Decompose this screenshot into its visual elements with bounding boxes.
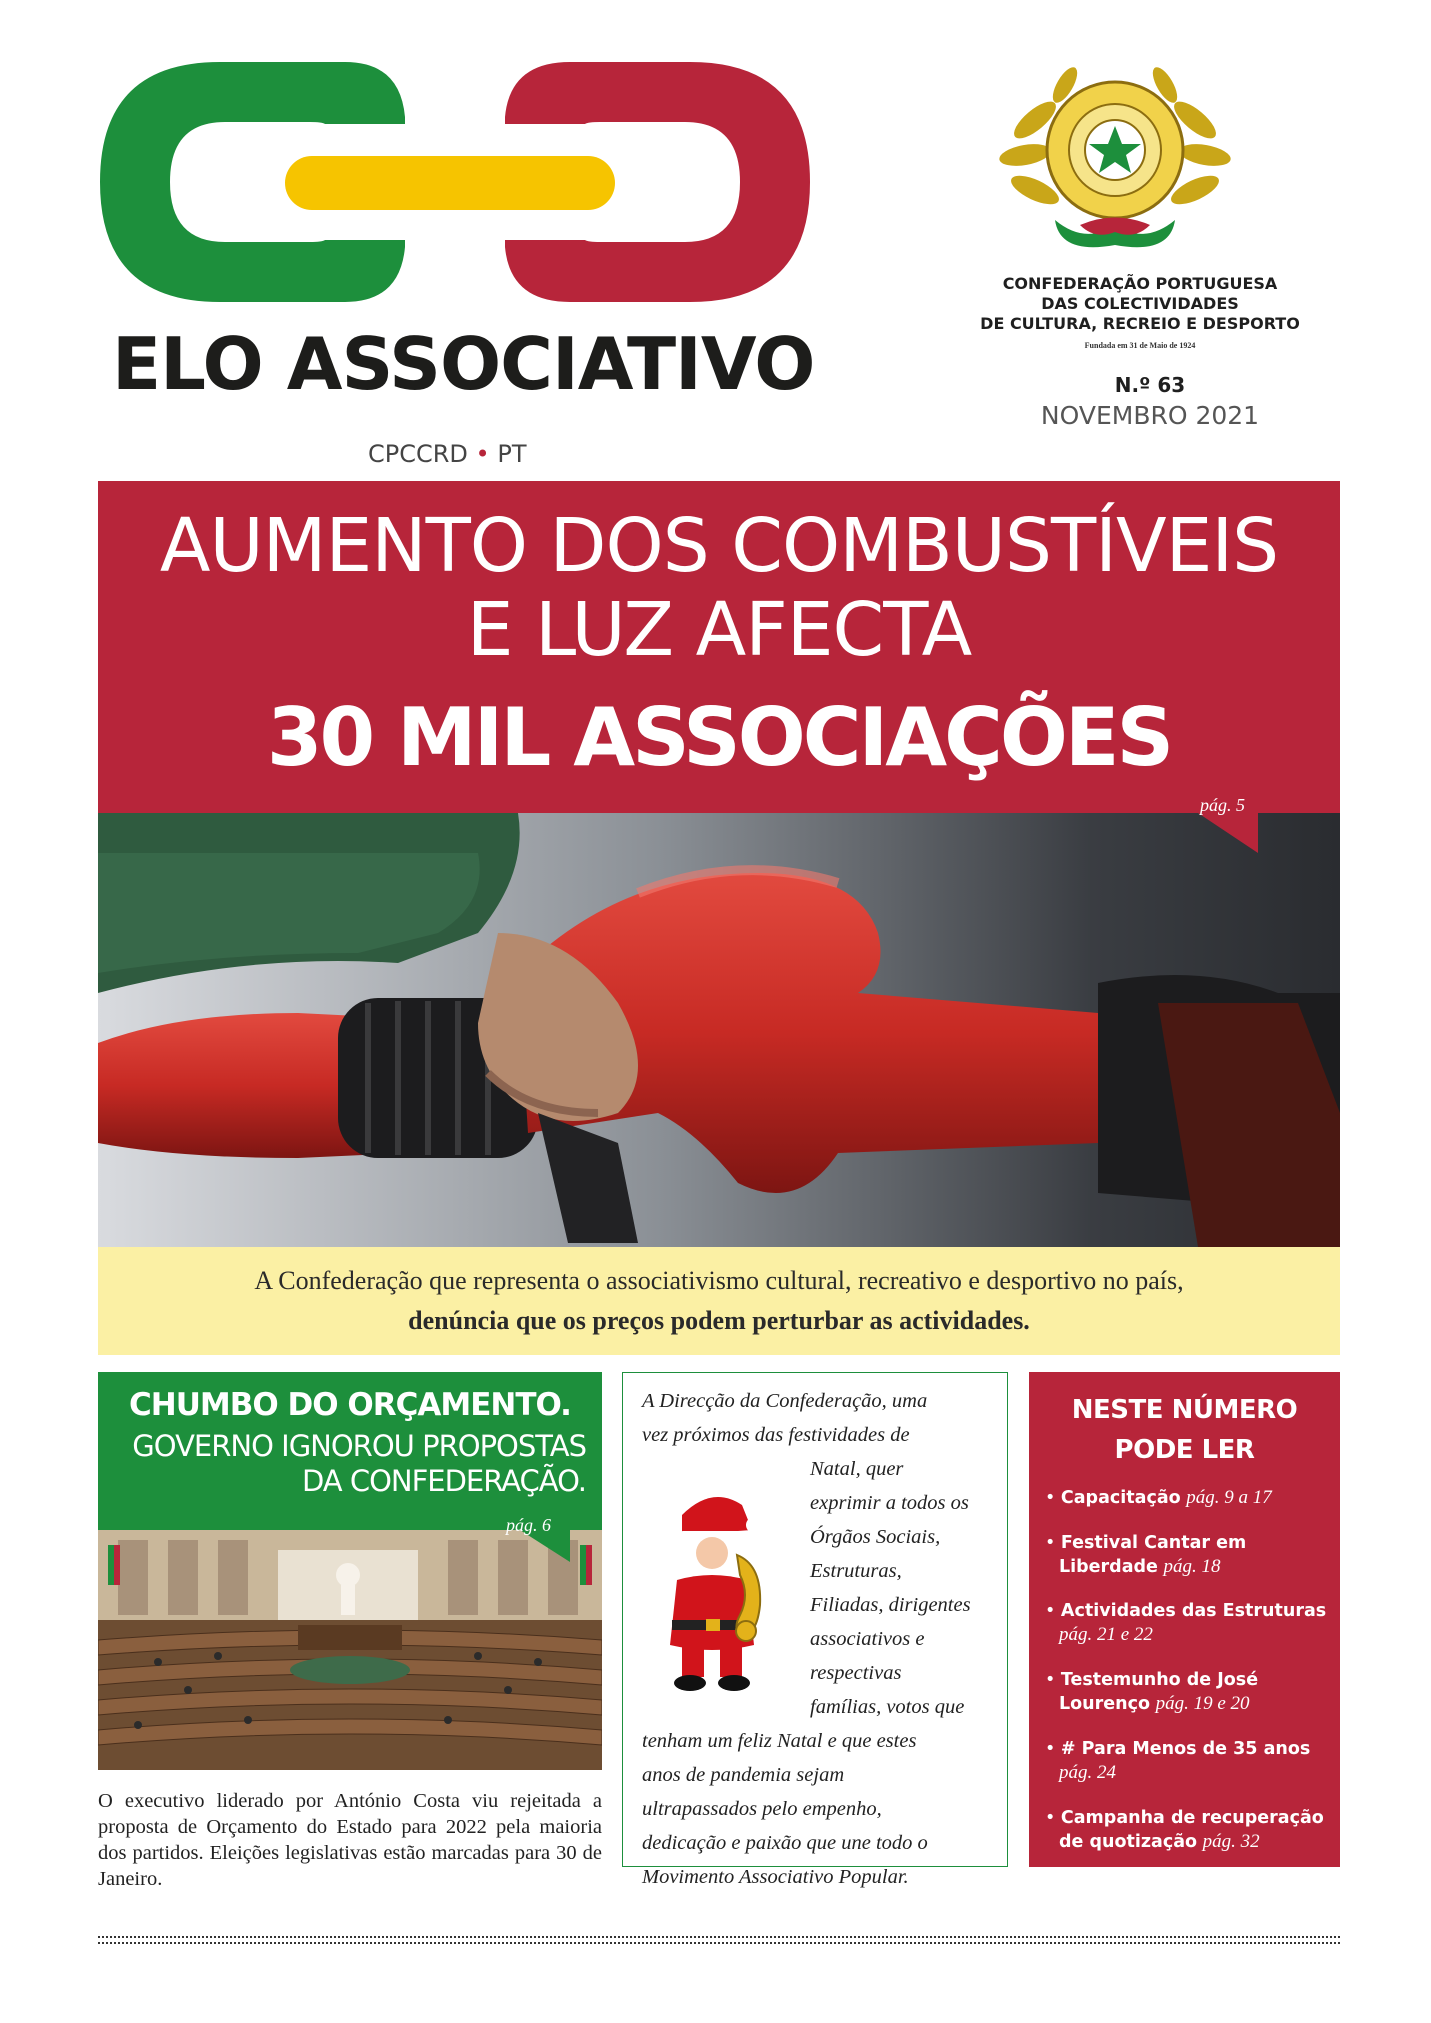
contents-item[interactable] bbox=[1045, 1738, 1335, 1785]
footer-dotted-divider bbox=[98, 1936, 1340, 1944]
santa-saxophone-icon bbox=[642, 1485, 782, 1695]
headline-page-ref[interactable]: pág. 5 bbox=[1200, 795, 1245, 815]
contents-item[interactable] bbox=[1045, 1600, 1335, 1647]
christmas-line: tenham um feliz Natal e que estes bbox=[642, 1730, 917, 1752]
contents-item-page: pág. 9 a 17 bbox=[1186, 1487, 1272, 1508]
contents-item-page: pág. 21 e 22 bbox=[1059, 1624, 1153, 1645]
contents-item-name-cont: Lourenço bbox=[1059, 1694, 1150, 1714]
christmas-line: famílias, votos que bbox=[810, 1696, 965, 1718]
christmas-line: dedicação e paixão que une todo o bbox=[642, 1832, 928, 1854]
contents-item-name: Testemunho de José bbox=[1060, 1670, 1259, 1690]
contents-item-page: pág. 32 bbox=[1202, 1831, 1260, 1852]
elo-logo bbox=[100, 62, 810, 302]
contents-item-name-cont: de quotização bbox=[1059, 1832, 1198, 1852]
christmas-line: Órgãos Sociais, bbox=[810, 1526, 941, 1548]
budget-subtitle-2: DA CONFEDERAÇÃO. bbox=[301, 1464, 586, 1498]
yellow-link-icon bbox=[285, 156, 615, 210]
contents-item-name: # Para Menos de 35 anos bbox=[1060, 1739, 1311, 1759]
publication-subtitle bbox=[368, 440, 526, 468]
contents-bullet: • bbox=[1045, 1488, 1056, 1508]
headline-line-1: AUMENTO DOS COMBUSTÍVEIS bbox=[159, 503, 1279, 589]
confederation-line-2: DAS COLECTIVIDADES bbox=[1041, 294, 1239, 313]
contents-item-name: Campanha de recuperação bbox=[1060, 1808, 1324, 1828]
christmas-line: A Direcção da Confederação, uma bbox=[642, 1390, 928, 1412]
christmas-line: Filiadas, dirigentes bbox=[810, 1594, 971, 1616]
confederation-line-1: CONFEDERAÇÃO PORTUGUESA bbox=[1002, 274, 1278, 293]
christmas-line: vez próximos das festividades de bbox=[642, 1424, 910, 1446]
contents-title-line-2: PODE LER bbox=[1114, 1435, 1255, 1465]
christmas-line: exprimir a todos os bbox=[810, 1492, 969, 1514]
contents-bullet: • bbox=[1045, 1601, 1056, 1621]
budget-title: CHUMBO DO ORÇAMENTO. bbox=[129, 1387, 571, 1423]
contents-item[interactable] bbox=[1045, 1486, 1335, 1510]
contents-item-name-cont: Liberdade bbox=[1059, 1557, 1158, 1577]
fuel-nozzle-photo bbox=[98, 813, 1340, 1247]
contents-bullet: • bbox=[1045, 1808, 1056, 1828]
budget-article-text: O executivo liderado por António Costa viu rejeitada a proposta de Orçamento do Estado para 2022 pela maioria dos partidos. Eleições legislativas estão marcadas para 30 de Janeiro. bbox=[98, 1790, 602, 1890]
budget-banner bbox=[98, 1372, 602, 1530]
christmas-line: Estruturas, bbox=[810, 1560, 902, 1582]
christmas-line: respectivas bbox=[810, 1662, 902, 1684]
christmas-line: Movimento Associativo Popular. bbox=[642, 1866, 909, 1888]
publication-title: ELO ASSOCIATIVO bbox=[112, 322, 815, 406]
contents-item[interactable] bbox=[1045, 1807, 1335, 1854]
confederation-seal-icon bbox=[995, 60, 1235, 270]
christmas-line: anos de pandemia sejam bbox=[642, 1764, 845, 1786]
issue-number: N.º 63 bbox=[1114, 373, 1186, 397]
contents-item-page: pág. 18 bbox=[1163, 1556, 1221, 1577]
parliament-photo bbox=[98, 1530, 602, 1770]
subtitle-dot: • bbox=[475, 440, 490, 468]
contents-item[interactable] bbox=[1045, 1532, 1335, 1579]
summary-line-1: A Confederação que representa o associativismo cultural, recreativo e desportivo no país, bbox=[254, 1266, 1184, 1295]
headline-line-3: 30 MIL ASSOCIAÇÕES bbox=[266, 691, 1172, 784]
confederation-line-3: DE CULTURA, RECREIO E DESPORTO bbox=[980, 314, 1300, 333]
contents-box bbox=[1029, 1372, 1340, 1867]
summary-box bbox=[98, 1247, 1340, 1355]
headline-page-tab bbox=[1198, 813, 1258, 853]
headline-line-2: E LUZ AFECTA bbox=[466, 587, 972, 673]
contents-item-name: Capacitação bbox=[1060, 1488, 1181, 1508]
issue-date: NOVEMBRO 2021 bbox=[1040, 401, 1260, 430]
contents-bullet: • bbox=[1045, 1670, 1056, 1690]
contents-item-page: pág. 24 bbox=[1059, 1762, 1116, 1783]
contents-title bbox=[1029, 1390, 1340, 1470]
christmas-line: ultrapassados pelo empenho, bbox=[642, 1798, 882, 1820]
summary-line-2 bbox=[98, 1301, 1340, 1341]
headline-banner bbox=[98, 481, 1340, 813]
subtitle-country: PT bbox=[497, 440, 527, 468]
subtitle-org: CPCCRD bbox=[368, 440, 468, 468]
christmas-line: Natal, quer bbox=[810, 1458, 904, 1480]
christmas-line: associativos e bbox=[810, 1628, 925, 1650]
contents-item-page: pág. 19 e 20 bbox=[1155, 1693, 1250, 1714]
contents-bullet: • bbox=[1045, 1739, 1056, 1759]
budget-page-ref[interactable]: pág. 6 bbox=[506, 1515, 551, 1535]
confederation-name bbox=[940, 274, 1340, 334]
founded-date: Fundada em 31 de Maio de 1924 bbox=[1084, 341, 1196, 350]
contents-bullet: • bbox=[1045, 1533, 1056, 1553]
summary-line-2-bold: denúncia que os preços podem perturbar as actividades. bbox=[408, 1306, 1030, 1335]
contents-item-name: Actividades das Estruturas bbox=[1060, 1601, 1327, 1621]
contents-title-line-1: NESTE NÚMERO bbox=[1071, 1395, 1298, 1425]
contents-item-name: Festival Cantar em bbox=[1060, 1533, 1247, 1553]
contents-item[interactable] bbox=[1045, 1669, 1335, 1716]
budget-subtitle-1: GOVERNO IGNOROU PROPOSTAS bbox=[132, 1429, 586, 1463]
